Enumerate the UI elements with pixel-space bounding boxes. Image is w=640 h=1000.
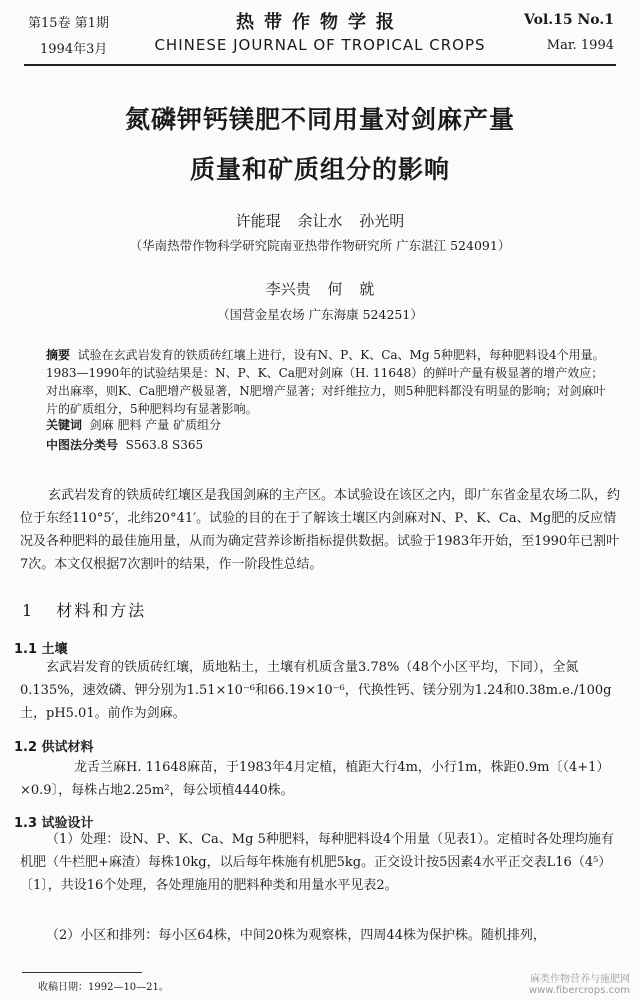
volume-issue-en: Vol.15 No.1 (524, 12, 614, 28)
subsection-1-3-heading: 1.3 试验设计 (14, 816, 94, 831)
subsection-1-2-text: 龙舌兰麻H. 11648麻苗，于1983年4月定植，植距大行4m，小行1m，株距0.9m〔（4+1）×0.9〕，每株占地2.25m²，每公顷植4440株。 (20, 760, 610, 798)
section-1-heading (22, 598, 146, 621)
affiliation-2: （国营金星农场 广东海康 524251） (217, 307, 423, 322)
authors-group-2: 李兴贵 何 就 (265, 280, 375, 298)
subsection-1-3-text-b: （2）小区和排列：每小区64株，中间20株为观察株，四周44株为保护株。随机排列， (46, 928, 546, 943)
header-rule (24, 64, 616, 66)
section-1-number: 1 (22, 601, 35, 620)
section-1-title: 材料和方法 (56, 601, 147, 620)
abstract (46, 346, 606, 418)
abstract-label: 摘要 (46, 348, 71, 362)
keywords-text: 剑麻 肥料 产量 矿质组分 (89, 418, 222, 432)
clc-text: S563.8 S365 (125, 438, 204, 452)
volume-issue-cn: 第15卷 第1期 (28, 16, 109, 31)
journal-header (0, 0, 640, 62)
intro-paragraph: 玄武岩发育的铁质砖红壤区是我国剑麻的主产区。本试验设在该区之内，即广东省金星农场二队，约位于东经110°5′，北纬20°41′。试验的目的在于了解该土壤区内剑麻对N、P、K、Ca、Mg肥的反应情况及各种肥料的最佳施用量，从而为确定营养诊断指标提供数据。试验于1983年开始，至1990年已割叶7次。本文仅根据7次割叶的结果，作一阶段性总结。 (20, 488, 621, 572)
site-watermark (529, 974, 630, 996)
journal-name-cn: 热带作物学报 (236, 12, 404, 33)
watermark-line-2: www.fibercrops.com (528, 985, 630, 996)
date-cn: 1994年3月 (40, 42, 108, 57)
subsection-1-1-text: 玄武岩发育的铁质砖红壤，质地粘土，土壤有机质含量3.78%（48个小区平均，下同），全氮0.135%，速效磷、钾分别为1.51×10⁻⁶和66.19×10⁻⁶，代换性钙、镁分别为1.24和0.38m.e./100g土，pH5.01。前作为剑麻。 (20, 660, 612, 721)
clc-label: 中图法分类号 (46, 438, 119, 452)
journal-name-en: CHINESE JOURNAL OF TROPICAL CROPS (154, 36, 486, 54)
keywords (46, 416, 606, 434)
affiliation-1: （华南热带作物科学研究院南亚热带作物研究所 广东湛江 524091） (129, 238, 511, 253)
subsection-1-2-heading: 1.2 供试材料 (14, 740, 94, 755)
date-en: Mar. 1994 (546, 38, 614, 53)
watermark-line-1: 麻类作物营养与施肥网 (530, 974, 630, 985)
received-date-footnote: 收稿日期：1992—10—21。 (38, 982, 169, 993)
title-line-2: 质量和矿质组分的影响 (189, 155, 450, 184)
subsection-1-3-text-a: （1）处理：设N、P、K、Ca、Mg 5种肥料，每种肥料设4个用量（见表1）。定植时各处理均施有机肥（牛栏肥+麻渣）每株10kg，以后每年株施有机肥5kg。正交设计按5因素4水平正交表L16（4⁵）〔1〕，共设16个处理，各处理施用的肥料种类和用量水平见表2。 (20, 832, 614, 893)
subsection-1-1-heading: 1.1 土壤 (14, 642, 68, 657)
clc-number (46, 436, 606, 454)
title-line-1: 氮磷钾钙镁肥不同用量对剑麻产量 (124, 105, 515, 134)
footnote-rule (22, 972, 142, 973)
abstract-text: 试验在玄武岩发育的铁质砖红壤上进行，设有N、P、K、Ca、Mg 5种肥料，每种肥料设4个用量。1983—1990年的试验结果是：N、P、K、Ca肥对剑麻（H. 11648）的鲜叶产量有极显著的增产效应；对出麻率，则K、Ca肥增产极显著，N肥增产显著；对纤维拉力，则5种肥料都没有明显的影响；对剑麻叶片的矿质组分，5种肥料均有显著影响。 (46, 348, 606, 416)
keywords-label: 关键词 (46, 418, 83, 432)
authors-group-1: 许能琨 余让水 孙光明 (235, 212, 405, 230)
